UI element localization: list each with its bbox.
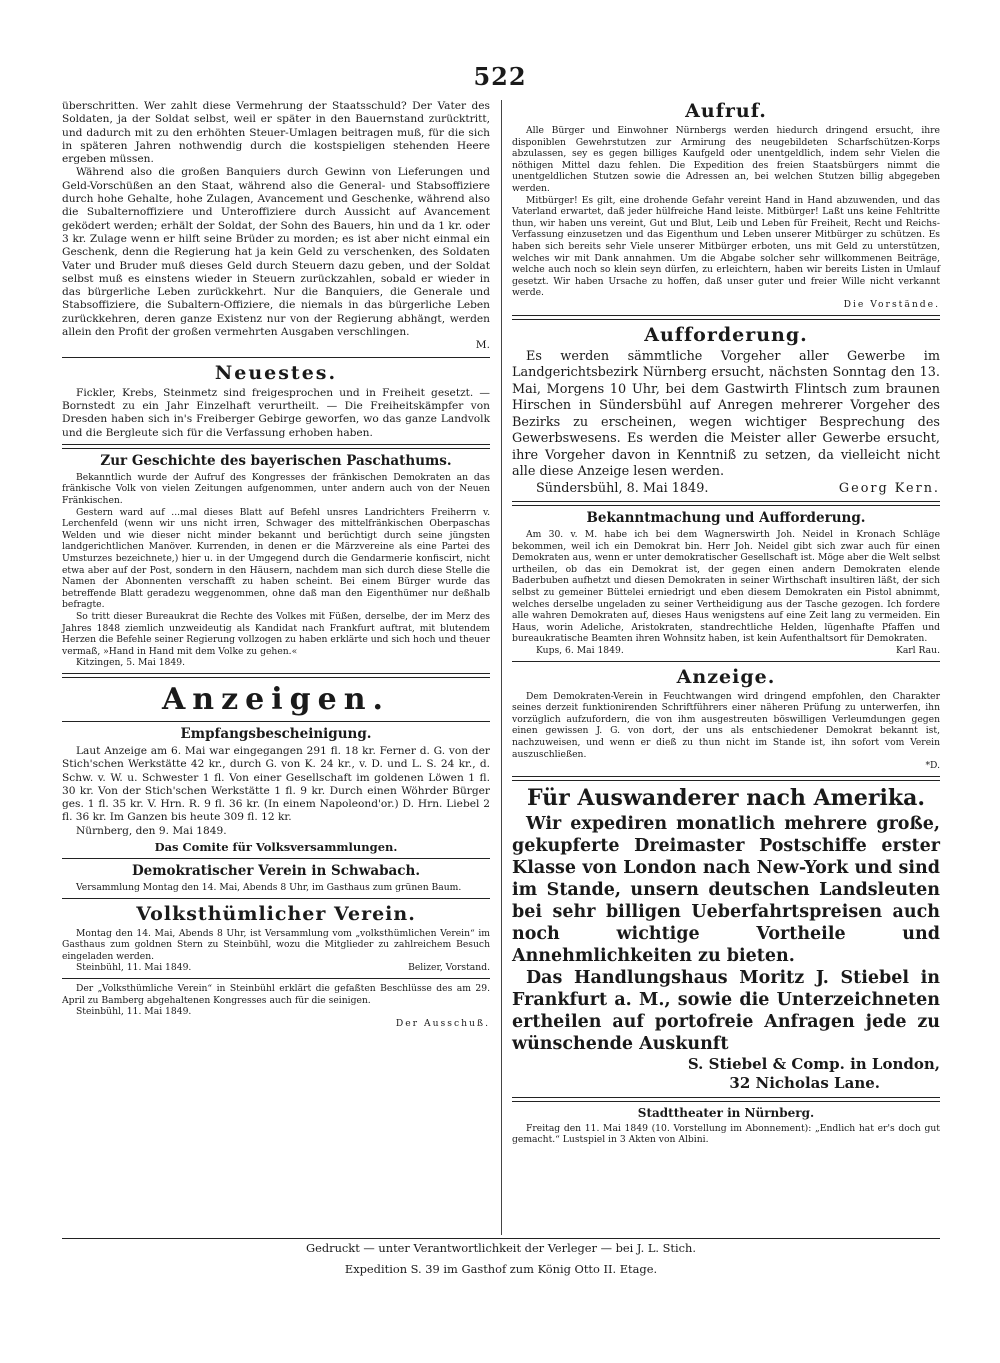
volks-title: Volksthümlicher Verein.	[136, 902, 416, 925]
bekanntmachung-signature: Karl Rau.	[895, 644, 940, 656]
erklaerung-place: Steinbühl, 11. Mai 1849.	[76, 1006, 192, 1018]
theater-text: Freitag den 11. Mai 1849 (10. Vorstellung im Abonnement): „Endlich hat er's doch gut gemacht.“ Lustspiel in 3 Akten von Albini.	[512, 1122, 940, 1146]
section-rule	[62, 858, 490, 859]
schwabach-text: Versammlung Montag den 14. Mai, Abends 8 Uhr, im Gasthaus zum grünen Baum.	[76, 882, 462, 893]
footer-printer: Gedruckt — unter Verantwortlichkeit der Verleger — bei J. L. Stich.	[306, 1241, 696, 1255]
footer-expedition: Expedition S. 39 im Gasthof zum König Otto II. Etage.	[344, 1262, 658, 1276]
section-rule	[512, 661, 940, 662]
page-number: 522	[473, 62, 527, 91]
section-rule	[62, 898, 490, 899]
aufruf-paragraph: Alle Bürger und Einwohner Nürnbergs werden hiedurch dringend ersucht, ihre disponiblen Gewehrstutzen zur Armirung des neugebildeten Scharfschützen-Korps abzulassen, sey es gegen billiges Kaufgeld oder unentgeldlich, indem sehr Vielen die nöthigen Mittel dazu fehlen. Die Expedition des freien Staatsbürgers nimmt die unentgeldlichen Stutzen sowie die Adressen an, bei welchen Stutzen billig abgegeben werden.	[512, 125, 940, 194]
column-divider	[501, 100, 502, 1235]
section-rule	[62, 444, 490, 449]
erklaerung-signature: Der Ausschuß.	[395, 1017, 490, 1029]
pascha-place: Kitzingen, 5. Mai 1849.	[76, 657, 185, 669]
theater-title: Stadttheater in Nürnberg.	[637, 1105, 815, 1120]
empfang-signature: Das Comite für Volksversammlungen.	[154, 840, 398, 854]
empfang-place: Nürnberg, den 9. Mai 1849.	[76, 824, 227, 837]
empfang-title: Empfangsbescheinigung.	[180, 725, 372, 742]
article-signature: M.	[475, 339, 490, 352]
left-column	[62, 100, 490, 1029]
article-paragraph: überschritten. Wer zahlt diese Vermehrung der Staatsschuld? Der Vater des Soldaten, ja der Soldat selbst, weil er später in den Bauernstand zurücktritt, und dadurch mit zu den erhöhten Steuer-Umlagen beitragen muß, für die sich in späteren Jahren nothwendig durch die kostspieligen stehenden Heere ergeben müssen.	[62, 100, 490, 166]
pascha-paragraph: So tritt dieser Bureaukrat die Rechte des Volkes mit Füßen, derselbe, der im Merz des Jahres 1848 ziemlich unzweideutig als Kandidat nach Frankfurt auftrat, mit blutendem Herzen die Befehle seiner Regierung vollzogen zu haben erklärte und sich hoch und theuer vermaß, »Hand in Hand mit dem Volke zu gehen.«	[62, 610, 490, 657]
section-rule	[512, 501, 940, 506]
volks-signature: Belizer, Vorstand.	[408, 962, 490, 974]
section-rule	[512, 1097, 940, 1102]
aufforderung-signature: Georg Kern.	[838, 480, 940, 496]
pascha-paragraph: Bekanntlich wurde der Aufruf des Kongresses der fränkischen Demokraten an das fränkische Volk von vielen Zeitungen aufgenommen, unter andern auch von der Neuen Fränkischen.	[62, 471, 490, 507]
aufforderung-signature-row	[512, 481, 940, 498]
footer-rule	[62, 1238, 940, 1239]
neuestes-title: Neuestes.	[214, 361, 338, 384]
anzeige-signature: *D.	[925, 760, 940, 772]
section-rule	[512, 776, 940, 781]
bekanntmachung-text: Am 30. v. M. habe ich bei dem Wagnerswirth Joh. Neidel in Kronach Schläge bekommen, weil ich ein Demokrat bin. Herr Joh. Neidel gibt sich zwar auch für einen Demokraten aus, wenn er unter demokratischer Gesellschaft ist. Möge aber die Welt selbst urtheilen, ob das ein Demokrat ist, der gegen einen andern Demokraten elende Baderbuben aufhetzt und diesen Demokraten in seiner Wirthschaft insultiren läßt, der sich selbst zu gemeiner Büttelei erniedrigt und eben diesem Demokraten ein Pistol abnimmt, welches derselbe ungeladen zu seiner Vertheidigung aus der Tasche gezogen. Ich fordere alle wahren Demokraten auf, dieses Haus wenigstens auf eine Zeit lang zu vermeiden. Ein Haus, worin Adeliche, Aristokraten, standrechtliche Helden, lügenhafte Pfaffen und bureaukratische Beamten ihren Wohnsitz haben, ist kein Aufenthaltsort für Demokraten.	[512, 529, 940, 645]
pascha-paragraph: Gestern ward auf ...mal dieses Blatt auf Befehl unsres Landrichters Freiherrn v. Lerchenfeld (wenn wir uns nicht irren, Schwager des mittelfränkischen Oberpaschas Welden und wie dieser nicht minder bekannt und berüchtigt durch seine jüngsten landgerichtlichen Manöver. Kurrenden, in denen er die Märzvereine als eine Partei des Umsturzes bezeichnete,) hier u. in der Umgegend durch die Gendarmerie konfiscirt, nicht etwa aber auf der Post, sondern in den Häusern, nachdem man sich durch diese Stelle die Namen der Abonnenten verschafft zu haben scheint. Bei einem Bürger wurde das betreffende Blatt geradezu weggenommen, ohne daß man den Eigenthümer nur deßhalb befragte.	[62, 506, 490, 611]
auswanderer-address: 32 Nicholas Lane.	[729, 1073, 880, 1092]
volks-signature-row	[62, 962, 490, 974]
article-paragraph: Während also die großen Banquiers durch Gewinn von Lieferungen und Geld-Vorschüßen an den Staat, während also die General- und Stabsoffiziere durch hohe Gehalte, hohe Zulagen, Avancement und Geschenke, während also die Subalternoffiziere und Unteroffiziere durch Aussicht auf Avancement geködert werden; erhält der Soldat, der Sohn des Bauers, hin und da 1 kr. oder 3 kr. Zulage wenn er hilft seine Brüder zu morden; es ist aber nicht einmal ein Geschenk, denn die Regierung hat ja kein Geld zu verschenken, des Soldaten Vater und Bruder muß dieses Geld durch Steuern dazu geben, und der Soldat selbst muß es einstens wieder in Steuern zurückzahlen, sobald er wieder in das bürgerliche Leben zurückkehrt. Nur die Banquiers, die Generale und Stabsoffiziere, die Subaltern-Offiziere, die niemals in das bürgerliche Leben zurückkehren, deren ganze Existenz nur von der Regierung abhängt, werden allein den Profit der großen vermehrten Ausgaben verschlingen.	[62, 166, 490, 339]
auswanderer-title: Für Auswanderer nach Amerika.	[526, 784, 926, 811]
aufforderung-place: Sündersbühl, 8. Mai 1849.	[536, 480, 709, 496]
section-rule	[62, 721, 490, 722]
auswanderer-text-2: Das Handlungshaus Moritz J. Stiebel in Frankfurt a. M., sowie die Unterzeichneten ertheilen auf portofreie Anfragen jede zu wünschende Auskunft	[512, 967, 940, 1054]
section-rule	[62, 357, 490, 358]
aufruf-paragraph: Mitbürger! Es gilt, eine drohende Gefahr vereint Hand in Hand abzuwenden, und das Vaterland erwartet, daß jeder hülfreiche Hand leiste. Mitbürger! Laßt uns keine Fehltritte thun, wir haben uns vereint, Gut und Blut, Leib und Leben für Freiheit, Recht und Reichs-Verfassung einzusetzen und das Eigenthum und Leben unserer Mitbürger zu schützen. Es haben sich bereits sehr Viele unserer Mitbürger erboten, uns mit Geld zu unterstützen, welches wir mit Dank annahmen. Um die Abgabe solcher sehr willkommenen Beiträge, welche auch noch so klein seyn dürfen, zu erleichtern, haben wir bereits Listen in Umlauf gesetzt. Wir haben Ursache zu hoffen, daß unser guter und freier Wille nicht verkannt werde.	[512, 194, 940, 299]
aufforderung-text: Es werden sämmtliche Vorgeher aller Gewerbe im Landgerichtsbezirk Nürnberg ersucht, nächsten Sonntag den 13. Mai, Morgens 10 Uhr, bei dem Gastwirth Flintsch zum braunen Hirschen in Sündersbühl auf Anregen mehrerer Vorgeher des Bezirks zu erscheinen, wegen wichtiger Besprechung des Gewerbswesens. Es werden die Meister aller Gewerbe ersucht, ihre Vorgeher davon in Kenntniß zu setzen, da vielleicht nicht alle diese Anzeige lesen werden.	[512, 348, 940, 479]
anzeige-text: Dem Demokraten-Verein in Feuchtwangen wird dringend empfohlen, den Charakter seines derzeit funktionirenden Schriftführers einer näheren Prüfung zu unterwerfen, ihn vorzüglich aufzufordern, die von ihm ausgestreuten böswilligen Verleumdungen gegen einen gewissen J. G. von dort, der uns als entschiedener Demokrat bekannt ist, nachzuweisen, und wenn er dieß zu thun nicht im Stande ist, ihn sofort vom Verein auszuschließen.	[512, 690, 940, 760]
auswanderer-signature: S. Stiebel & Comp. in London,	[687, 1054, 940, 1073]
bekanntmachung-place: Kups, 6. Mai 1849.	[536, 644, 624, 656]
erklaerung-text: Der „Volksthümliche Verein“ in Steinbühl erklärt die gefaßten Beschlüsse des am 29. April zu Bamberg abgehaltenen Kongresses auch für die seinigen.	[62, 982, 490, 1006]
section-rule	[62, 673, 490, 678]
aufforderung-title: Aufforderung.	[644, 323, 808, 346]
aufruf-signature: Die Vorstände.	[843, 298, 940, 310]
right-column	[512, 100, 940, 1146]
schwabach-title: Demokratischer Verein in Schwabach.	[131, 863, 421, 879]
anzeige-title: Anzeige.	[676, 665, 776, 688]
neuestes-text: Fickler, Krebs, Steinmetz sind freigesprochen und in Freiheit gesetzt. — Bornstedt zu ein Jahr Einzelhaft verurtheilt. — Die Freiheitskämpfer von Dresden haben sich in's Freiberger Gebirge geworfen, wo das ganze Landvolk und die Bergleute sich für die Verfassung erhoben haben.	[62, 386, 490, 439]
section-rule	[512, 315, 940, 320]
bekanntmachung-signature-row	[512, 645, 940, 657]
empfang-text: Laut Anzeige am 6. Mai war eingegangen 291 fl. 18 kr. Ferner d. G. von der Stich'schen Werkstätte 42 kr., durch G. von K. 24 kr., v. D. und L. S. 24 kr., d. Schw. v. W. u. Schwester 1 fl. Von einer Gesellschaft im goldenen Löwen 1 fl. 30 kr. Von der Stich'schen Werkstätte 1 fl. 9 kr. Durch einen Wöhrder Bürger ges. 1 fl. 35 kr. V. Hrn. R. 9 fl. 36 kr. (In einem Napoleond'or.) D. Hrn. Liebel 2 fl. 36 kr. Im Ganzen bis heute 309 fl. 12 kr.	[62, 744, 490, 824]
volks-text: Montag den 14. Mai, Abends 8 Uhr, ist Versammlung vom „volksthümlichen Verein“ im Gasthaus zum goldnen Stern zu Steinbühl, wozu die Mitglieder zu zahlreichem Besuch eingeladen werden.	[62, 927, 490, 962]
volks-place: Steinbühl, 11. Mai 1849.	[76, 962, 192, 974]
anzeigen-title: Anzeigen.	[162, 681, 390, 717]
section-rule	[62, 978, 490, 979]
bekanntmachung-title: Bekanntmachung und Aufforderung.	[586, 510, 866, 526]
auswanderer-text: Wir expediren monatlich mehrere große, gekupferte Dreimaster Postschiffe erster Klasse von London nach New-York und sind im Stande, unsern deutschen Landsleuten bei sehr billigen Ueberfahrtspreisen auch noch wichtige Vortheile und Annehmlichkeiten zu bieten.	[512, 813, 940, 966]
aufruf-title: Aufruf.	[685, 100, 767, 122]
pascha-title: Zur Geschichte des bayerischen Paschathums.	[100, 452, 452, 469]
